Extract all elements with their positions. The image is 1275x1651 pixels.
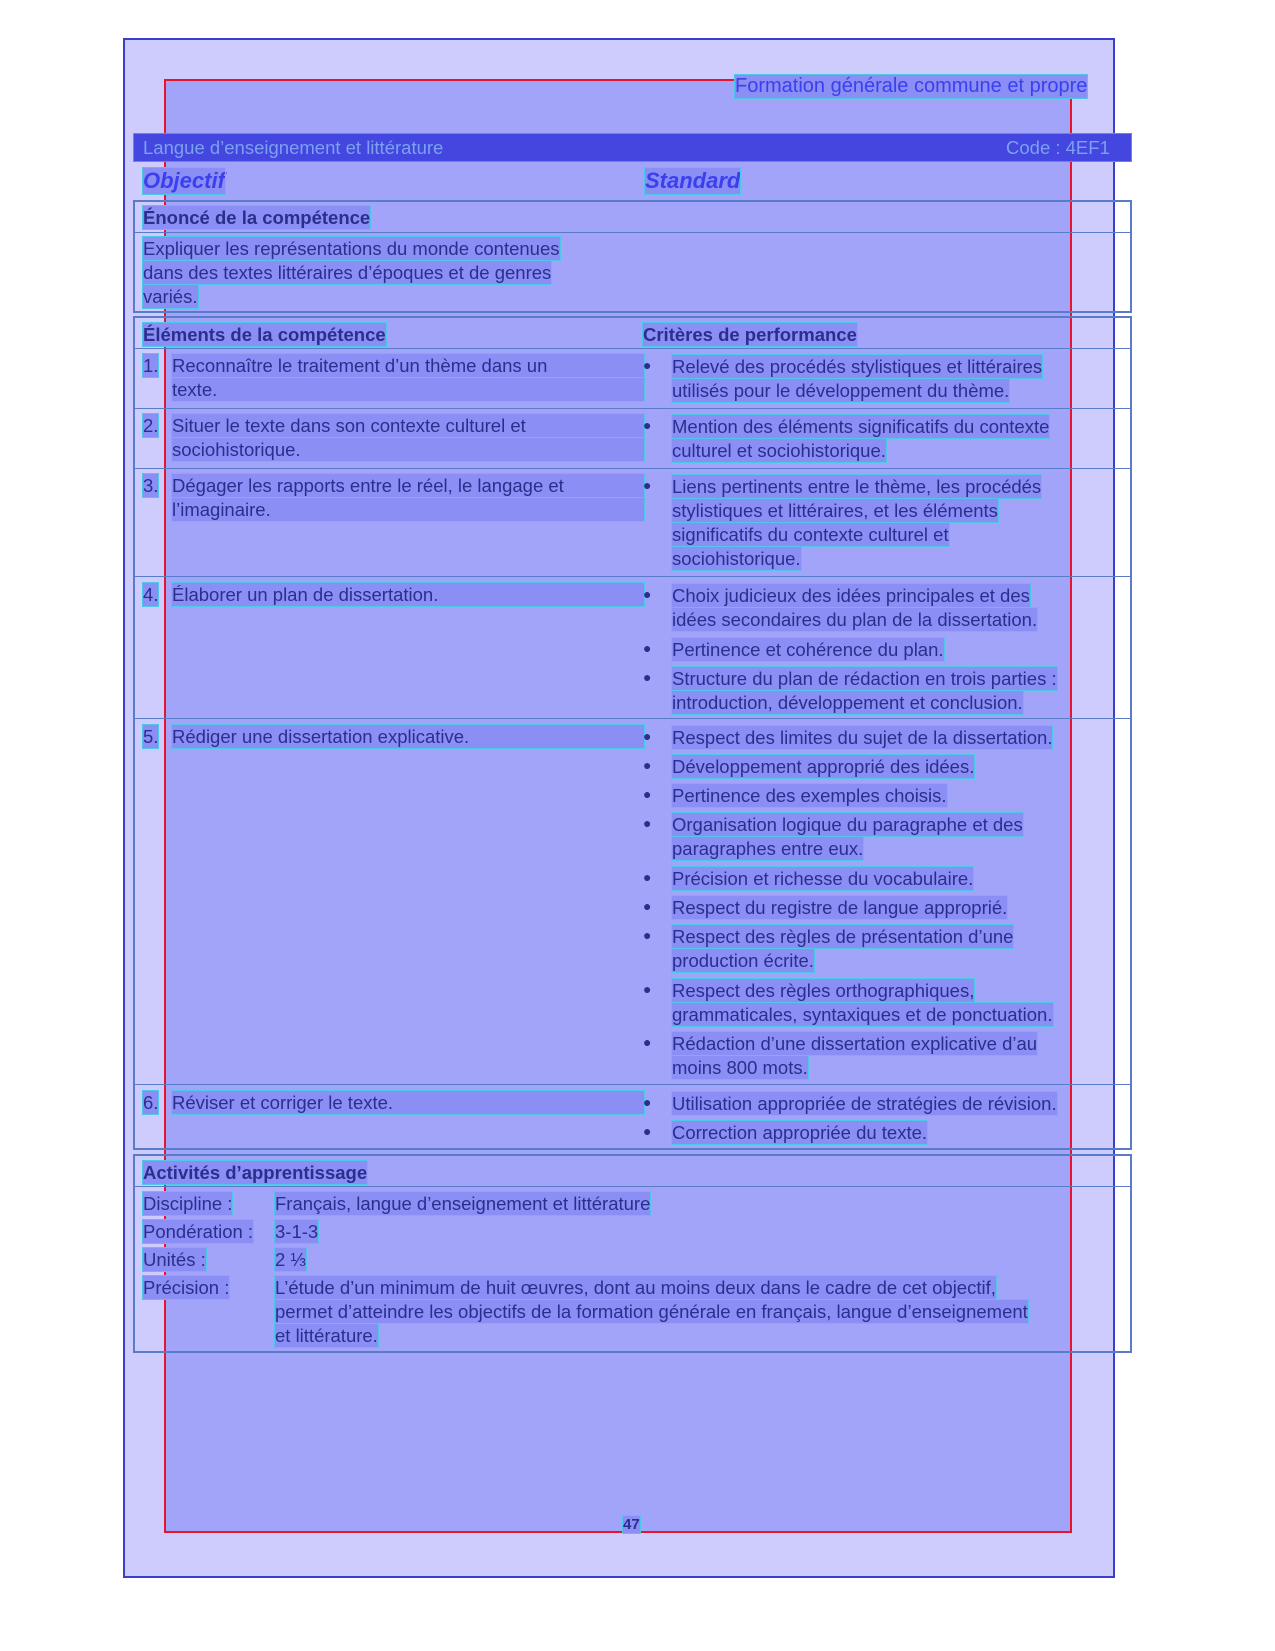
element-text: l’imaginaire.: [172, 498, 644, 521]
ponderation-label: Pondération :: [143, 1221, 254, 1242]
enonce-line: dans des textes littéraires d’époques et de genres: [143, 262, 552, 283]
bullet-icon: ●: [643, 927, 652, 943]
criterion-text: Respect des règles de présentation d’une: [672, 926, 1014, 947]
criterion-text: sociohistorique.: [672, 548, 801, 569]
divider: [134, 1084, 1131, 1085]
bullet-icon: ●: [643, 417, 652, 433]
criterion-text: grammaticales, syntaxiques et de ponctuation.: [672, 1004, 1053, 1025]
criterion-text: culturel et sociohistorique.: [672, 440, 886, 461]
element-text: Dégager les rapports entre le réel, le langage et: [172, 474, 644, 497]
divider: [134, 408, 1131, 409]
criterion-text: Organisation logique du paragraphe et des: [672, 814, 1023, 835]
bullet-icon: ●: [643, 669, 652, 685]
bullet-icon: ●: [643, 1094, 652, 1110]
standard-heading: Standard: [645, 168, 741, 193]
divider: [134, 468, 1131, 469]
divider: [134, 576, 1131, 577]
criterion-text: paragraphes entre eux.: [672, 838, 864, 859]
criterion-text: Rédaction d’une dissertation explicative d’au: [672, 1033, 1038, 1054]
criterion-text: Pertinence et cohérence du plan.: [672, 639, 944, 660]
ponderation-value: 3-1-3: [275, 1221, 319, 1242]
criterion-text: Structure du plan de rédaction en trois parties :: [672, 668, 1057, 689]
divider: [134, 232, 1131, 233]
precision-label: Précision :: [143, 1277, 230, 1298]
element-text: Rédiger une dissertation explicative.: [172, 725, 644, 748]
criterion-text: Respect des limites du sujet de la dissertation.: [672, 727, 1053, 748]
bullet-icon: ●: [643, 477, 652, 493]
criterion-text: significatifs du contexte culturel et: [672, 524, 949, 545]
bullet-icon: ●: [643, 786, 652, 802]
enonce-line: Expliquer les représentations du monde contenues: [143, 238, 560, 259]
divider: [134, 1186, 1131, 1187]
element-number: 2.: [143, 415, 159, 436]
activites-title: Activités d’apprentissage: [143, 1162, 368, 1183]
element-number: 6.: [143, 1092, 159, 1113]
document-title: Formation générale commune et propre: [735, 75, 1088, 97]
discipline-value: Français, langue d’enseignement et littérature: [275, 1193, 651, 1214]
criterion-text: Utilisation appropriée de stratégies de révision.: [672, 1093, 1057, 1114]
element-text: Réviser et corriger le texte.: [172, 1091, 644, 1114]
precision-line: L’étude d’un minimum de huit œuvres, dont au moins deux dans le cadre de cet objectif,: [275, 1277, 996, 1298]
criterion-text: moins 800 mots.: [672, 1057, 808, 1078]
element-text: texte.: [172, 378, 644, 401]
bullet-icon: ●: [643, 640, 652, 656]
criterion-text: Relevé des procédés stylistiques et littéraires: [672, 356, 1043, 377]
element-text: Situer le texte dans son contexte culturel et: [172, 414, 644, 437]
element-number: 4.: [143, 584, 159, 605]
page-number: 47: [623, 1516, 640, 1533]
criterion-text: Correction appropriée du texte.: [672, 1122, 928, 1143]
unites-value: 2 ⅓: [275, 1249, 306, 1270]
element-text: Reconnaître le traitement d’un thème dans un: [172, 354, 644, 377]
divider: [134, 348, 1131, 349]
bullet-icon: ●: [643, 757, 652, 773]
objectif-heading: Objectif: [143, 168, 225, 193]
bullet-icon: ●: [643, 869, 652, 885]
criterion-text: utilisés pour le développement du thème.: [672, 380, 1010, 401]
criterion-text: Respect du registre de langue approprié.: [672, 897, 1008, 918]
discipline-label: Discipline :: [143, 1193, 233, 1214]
bullet-icon: ●: [643, 357, 652, 373]
element-number: 5.: [143, 726, 159, 747]
elements-header: Éléments de la compétence: [143, 324, 386, 345]
criterion-text: Développement approprié des idées.: [672, 756, 975, 777]
course-name: Langue d’enseignement et littérature: [143, 137, 444, 158]
bullet-icon: ●: [643, 728, 652, 744]
enonce-title: Énoncé de la compétence: [143, 207, 371, 228]
element-number: 1.: [143, 355, 159, 376]
bullet-icon: ●: [643, 815, 652, 831]
divider: [134, 718, 1131, 719]
criterion-text: introduction, développement et conclusion.: [672, 692, 1023, 713]
criterion-text: Respect des règles orthographiques,: [672, 980, 975, 1001]
criterion-text: Précision et richesse du vocabulaire.: [672, 868, 974, 889]
criterion-text: Mention des éléments significatifs du contexte: [672, 416, 1050, 437]
bullet-icon: ●: [643, 1034, 652, 1050]
element-text: Élaborer un plan de dissertation.: [172, 583, 644, 606]
criterion-text: Pertinence des exemples choisis.: [672, 785, 947, 806]
bullet-icon: ●: [643, 586, 652, 602]
bullet-icon: ●: [643, 898, 652, 914]
precision-line: et littérature.: [275, 1325, 378, 1346]
enonce-line: variés.: [143, 286, 198, 307]
criterion-text: Choix judicieux des idées principales et des: [672, 585, 1030, 606]
criterion-text: Liens pertinents entre le thème, les procédés: [672, 476, 1042, 497]
bullet-icon: ●: [643, 1123, 652, 1139]
criterion-text: production écrite.: [672, 950, 814, 971]
criterion-text: idées secondaires du plan de la dissertation.: [672, 609, 1038, 630]
criteria-header: Critères de performance: [643, 324, 857, 345]
element-text: sociohistorique.: [172, 438, 644, 461]
course-code: Code : 4EF1: [1006, 137, 1110, 158]
criterion-text: stylistiques et littéraires, et les éléments: [672, 500, 998, 521]
precision-line: permet d’atteindre les objectifs de la formation générale en français, langue d’enseignement: [275, 1301, 1028, 1322]
unites-label: Unités :: [143, 1249, 206, 1270]
element-number: 3.: [143, 475, 159, 496]
bullet-icon: ●: [643, 981, 652, 997]
